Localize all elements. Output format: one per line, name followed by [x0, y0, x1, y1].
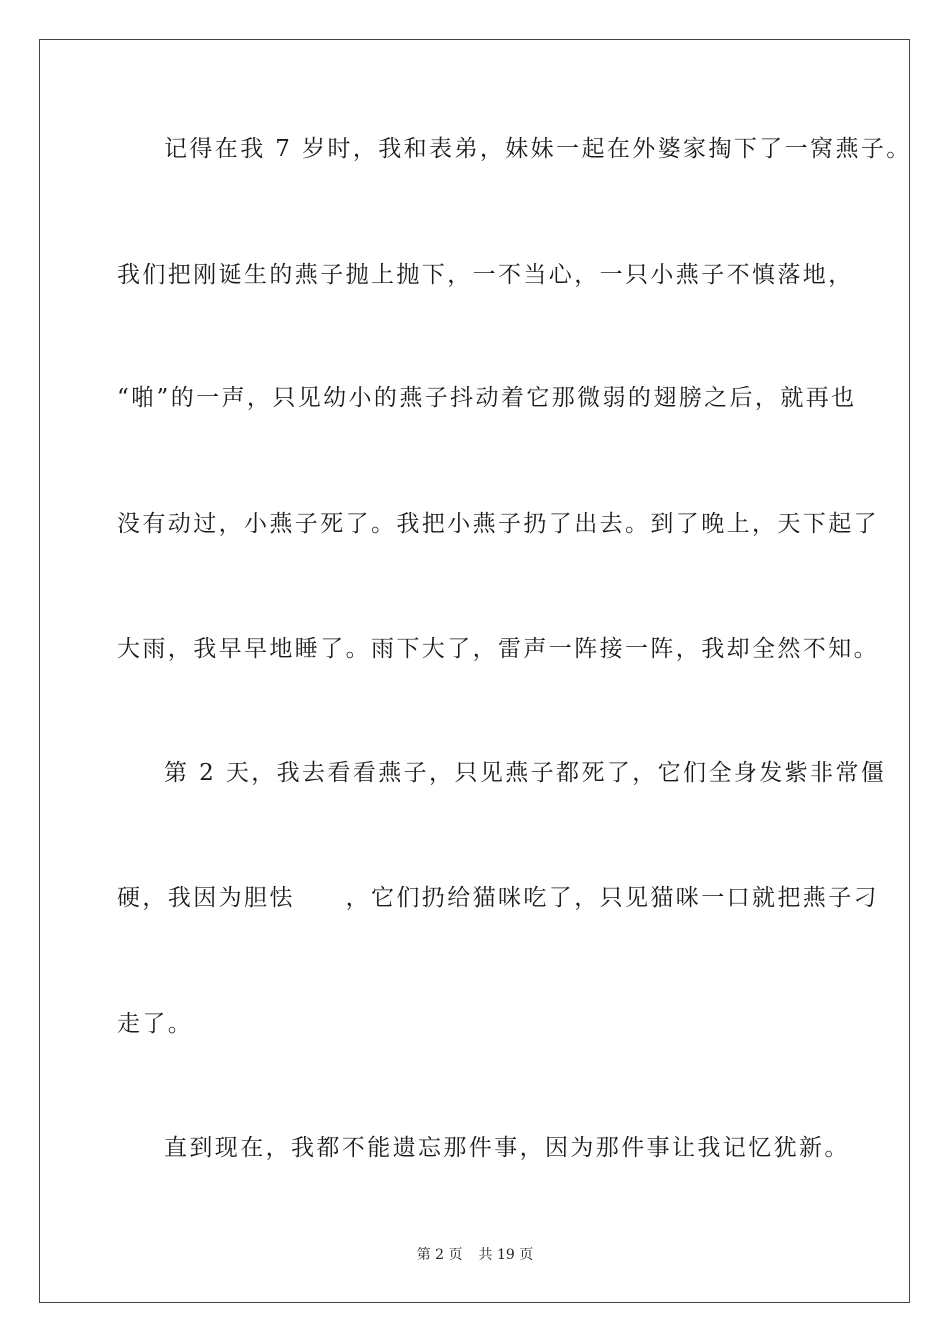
page-footer: [0, 1246, 950, 1264]
paragraph-2-line-2: 硬，我因为胆怯 ，它们扔给猫咪吃了，只见猫咪一口就把燕子刁: [117, 885, 879, 911]
paragraph-1-line-4: 没有动过，小燕子死了。我把小燕子扔了出去。到了晚上，天下起了: [117, 511, 879, 537]
paragraph-2-line-1: 第 2 天，我去看看燕子，只见燕子都死了，它们全身发紫非常僵: [164, 760, 887, 786]
paragraph-1-line-5: 大雨，我早早地睡了。雨下大了，雷声一阵接一阵，我却全然不知。: [117, 636, 879, 662]
paragraph-2-line-3: 走了。: [117, 1011, 194, 1037]
page-number: 第 2 页: [416, 1247, 463, 1263]
paragraph-1-line-3: “啪”的一声，只见幼小的燕子抖动着它那微弱的翅膀之后，就再也: [117, 385, 857, 411]
paragraph-1-line-1: 记得在我 7 岁时，我和表弟，妹妹一起在外婆家掏下了一窝燕子。: [164, 136, 912, 162]
page-total: 共 19 页: [478, 1247, 534, 1263]
paragraph-1-line-2: 我们把刚诞生的燕子抛上抛下，一不当心，一只小燕子不慎落地，: [117, 262, 854, 288]
page-border: [39, 39, 910, 1303]
paragraph-3-line-1: 直到现在，我都不能遗忘那件事，因为那件事让我记忆犹新。: [164, 1135, 850, 1161]
